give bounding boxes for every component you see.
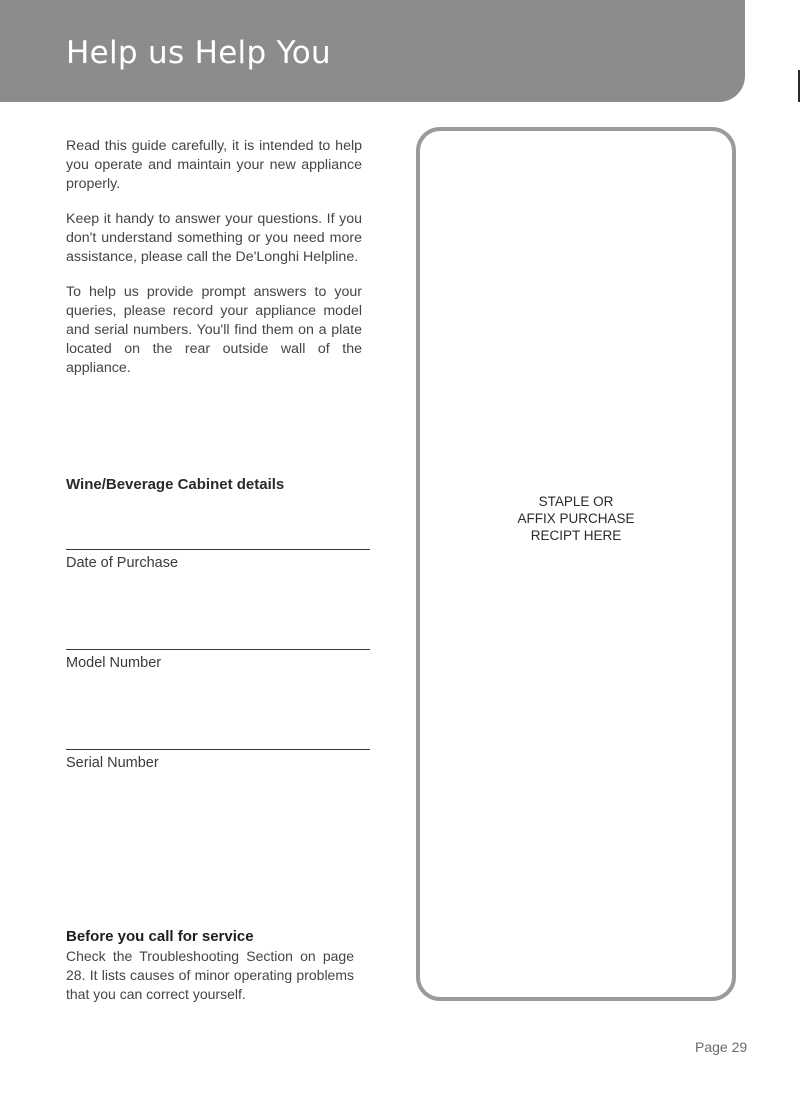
page-title: Help us Help You: [66, 35, 331, 71]
model-number-field[interactable]: [66, 649, 370, 671]
service-heading: Before you call for service: [66, 928, 254, 945]
header-band: [0, 0, 745, 102]
details-heading: Wine/Beverage Cabinet details: [66, 476, 285, 493]
field-label: Model Number: [66, 655, 162, 671]
receipt-instructions: [420, 493, 732, 544]
receipt-line: AFFIX PURCHASE: [517, 511, 635, 526]
field-line: [66, 549, 370, 550]
service-text: Check the Troubleshooting Section on page 28. It lists causes of minor operating problems that you can correct yourself.: [66, 948, 354, 1002]
intro-text: [66, 137, 362, 394]
field-label: Serial Number: [66, 755, 159, 771]
serial-number-field[interactable]: [66, 749, 370, 771]
page-number: Page 29: [695, 1039, 748, 1055]
intro-paragraph: Read this guide carefully, it is intended to help you operate and maintain your new appliance properly.: [66, 138, 362, 192]
field-label: Date of Purchase: [66, 555, 179, 571]
page-edge-mark: [798, 70, 800, 102]
intro-paragraph: To help us provide prompt answers to your queries, please record your appliance model and serial numbers. You'll find them on a plate located on the rear outside wall of the appliance.: [66, 284, 362, 376]
field-line: [66, 649, 370, 650]
receipt-line: RECIPT HERE: [530, 528, 622, 543]
intro-paragraph: Keep it handy to answer your questions. If you don't understand something or you need more assistance, please call the De'Longhi Helpline.: [66, 211, 362, 265]
receipt-line: STAPLE OR: [538, 494, 614, 509]
service-section: [66, 927, 354, 1004]
receipt-box: [416, 127, 736, 1001]
field-line: [66, 749, 370, 750]
date-of-purchase-field[interactable]: [66, 549, 370, 571]
